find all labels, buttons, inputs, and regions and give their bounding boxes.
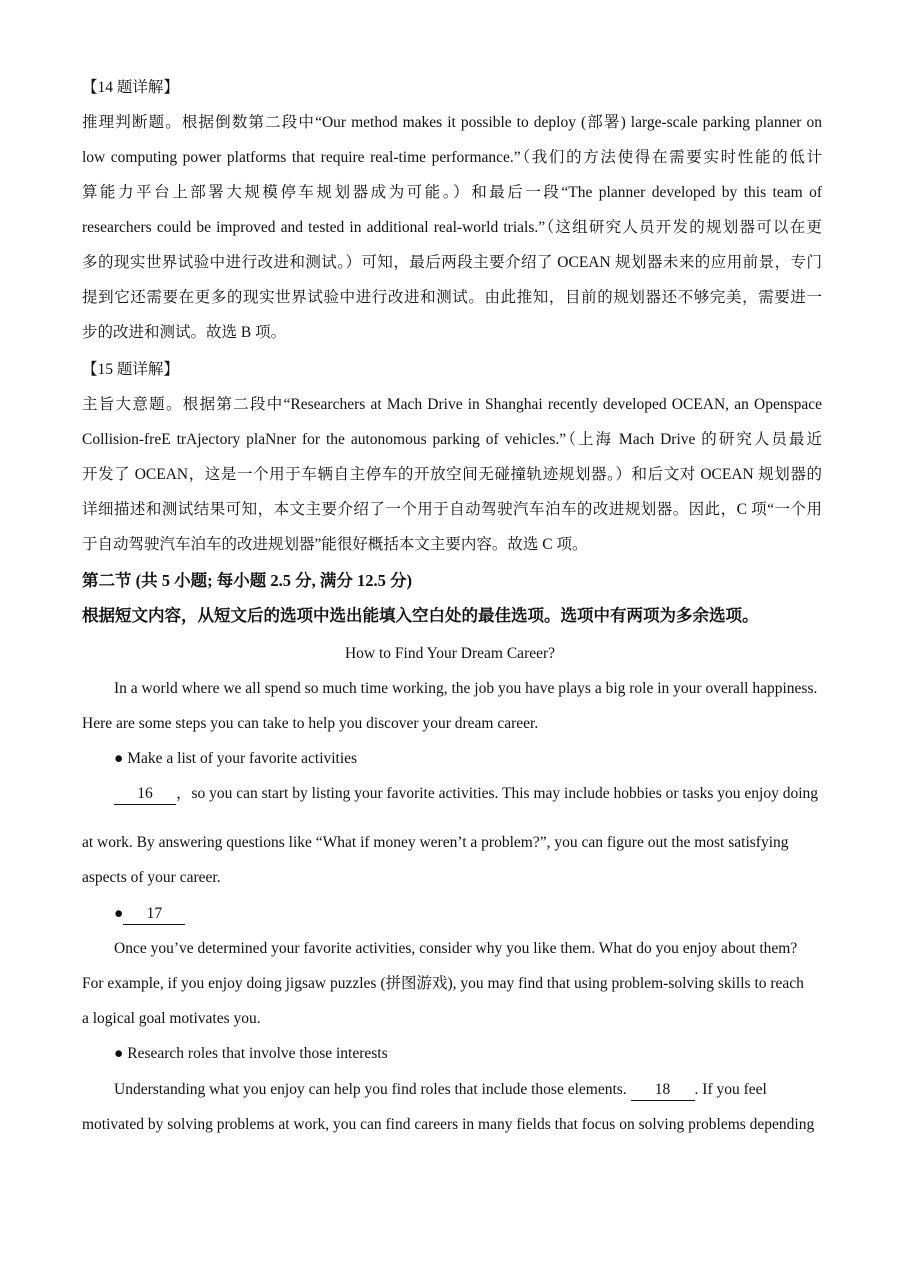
q15-line-1: 主旨大意题。根据第二段中“Researchers at Mach Drive in Shanghai recently developed OCEAN, an Openspace [82, 396, 822, 413]
p3-line-2: For example, if you enjoy doing jigsaw puzzles (拼图游戏), you may find that using problem-solving skills to reach [82, 975, 804, 992]
blank-17[interactable]: 17 [123, 904, 185, 925]
p4-line-1 [114, 1072, 822, 1107]
bullet-research-roles: ● Research roles that involve those interests [114, 1045, 388, 1062]
p4-line-1-end: . If you feel [694, 1081, 767, 1098]
p4-line-1-start: Understanding what you enjoy can help you find roles that include those elements. [114, 1081, 627, 1098]
p2-line-1-rest: ，so you can start by listing your favorite activities. This may include hobbies or tasks you enjoy doing [176, 785, 819, 802]
p3-line-1: Once you’ve determined your favorite activities, consider why you like them. What do you enjoy about them? [114, 940, 798, 957]
q15-line-5: 于自动驾驶汽车泊车的改进规划器”能很好概括本文主要内容。故选 C 项。 [82, 536, 588, 553]
p1-line-2: Here are some steps you can take to help you discover your dream career. [82, 715, 539, 732]
p1-line-1: In a world where we all spend so much time working, the job you have plays a big role in your overall happiness. [114, 680, 818, 697]
section2-instruction: 根据短文内容，从短文后的选项中选出能填入空白处的最佳选项。选项中有两项为多余选项。 [82, 606, 759, 625]
section2-title: 第二节 (共 5 小题; 每小题 2.5 分, 满分 12.5 分) [82, 571, 412, 590]
q14-line-1: 推理判断题。根据倒数第二段中“Our method makes it possible to deploy (部署) large-scale parking planner on [82, 114, 822, 131]
q15-line-2: Collision-freE trAjectory plaNner for the autonomous parking of vehicles.”（上海 Mach Drive 的研究人员最近 [82, 431, 822, 448]
q14-line-5: 多的现实世界试验中进行改进和测试。）可知，最后两段主要介绍了 OCEAN 规划器未来的应用前景，专门 [82, 254, 822, 271]
passage-title: How to Find Your Dream Career? [344, 645, 556, 662]
q15-line-3: 开发了 OCEAN，这是一个用于车辆自主停车的开放空间无碰撞轨迹规划器。）和后文对 OCEAN 规划器的 [82, 466, 822, 483]
q15-heading: 【15 题详解】 [82, 361, 179, 378]
p2-line-1 [114, 776, 822, 811]
q14-heading: 【14 题详解】 [82, 79, 179, 96]
blank-18[interactable]: 18 [631, 1080, 695, 1101]
q15-line-4: 详细描述和测试结果可知，本文主要介绍了一个用于自动驾驶汽车泊车的改进规划器。因此，C 项“一个用 [82, 501, 822, 518]
q14-line-6: 提到它还需要在更多的现实世界试验中进行改进和测试。由此推知，目前的规划器还不够完美，需要进一 [82, 289, 822, 306]
bullet-17-marker: ● [114, 905, 124, 922]
blank-16[interactable]: 16 [114, 784, 176, 805]
p2-line-2: at work. By answering questions like “What if money weren’t a problem?”, you can figure out the most satisfying [82, 834, 789, 851]
p4-line-2: motivated by solving problems at work, you can find careers in many fields that focus on solving problems depending [82, 1116, 815, 1133]
q14-line-4: researchers could be improved and tested in additional real-world trials.”（这组研究人员开发的规划器可以在更 [82, 219, 822, 236]
p2-line-3: aspects of your career. [82, 869, 221, 886]
q14-line-2: low computing power platforms that require real-time performance.”（我们的方法使得在需要实时性能的低计 [82, 149, 822, 166]
bullet-make-list: ● Make a list of your favorite activities [114, 750, 358, 767]
p3-line-3: a logical goal motivates you. [82, 1010, 261, 1027]
q14-line-7: 步的改进和测试。故选 B 项。 [82, 324, 287, 341]
bullet-17 [114, 896, 822, 931]
q14-line-3: 算能力平台上部署大规模停车规划器成为可能。）和最后一段“The planner developed by this team of [82, 184, 822, 201]
